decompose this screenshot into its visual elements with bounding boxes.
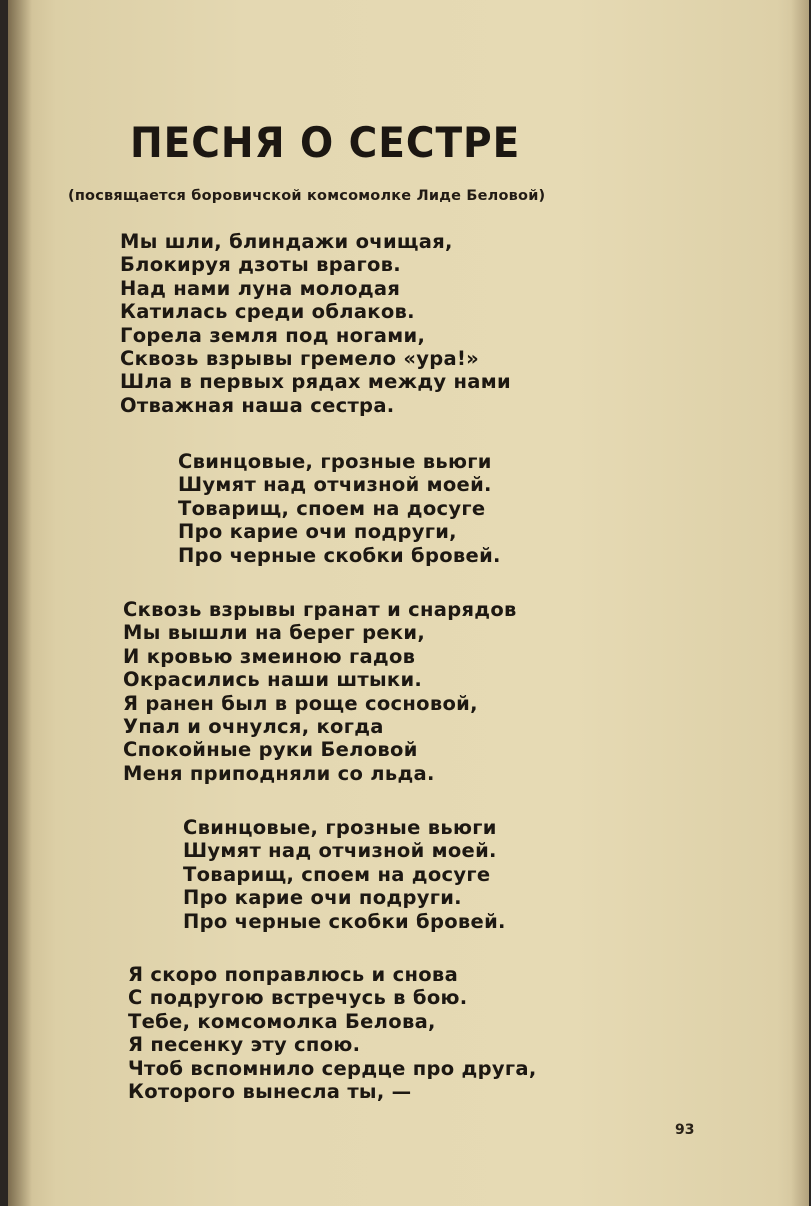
stanza-2 [123, 598, 517, 785]
verse-line: Которого вынесла ты, — [128, 1080, 412, 1104]
verse-line: Тебе, комсомолка Белова, [128, 1009, 436, 1033]
verse-line: Шумят над отчизной моей. [183, 839, 497, 863]
verse-line: Спокойные руки Беловой [123, 738, 418, 762]
verse-line: Товарищ, споем на досуге [178, 496, 486, 520]
book-page [8, 0, 809, 1206]
verse-line: Про черные скобки бровей. [178, 543, 501, 567]
verse-line: Упал и очнулся, когда [123, 715, 384, 739]
verse-line: Отважная наша сестра. [120, 393, 395, 417]
poem-dedication: (посвящается боровичской комсомолке Лиде Беловой) [68, 188, 546, 204]
verse-line: Я скоро поправлюсь и снова [128, 963, 459, 986]
verse-line: Про черные скобки бровей. [183, 909, 506, 933]
verse-line: Над нами луна молодая [120, 276, 401, 300]
verse-line: Горела земля под ногами, [120, 323, 426, 347]
verse-line: Я ранен был в роще сосновой, [123, 691, 478, 715]
verse-line: Чтоб вспомнило сердце про друга, [128, 1056, 537, 1080]
poem-title: ПЕСНЯ О СЕСТРЕ [130, 118, 521, 167]
verse-line: Я песенку эту спою. [128, 1033, 361, 1057]
verse-line: Шла в первых рядах между нами [120, 370, 511, 394]
verse-line: Блокируя дзоты врагов. [120, 253, 402, 277]
verse-line: Мы шли, блиндажи очищая, [120, 230, 453, 253]
refrain-1 [178, 450, 501, 567]
verse-line: Меня приподняли со льда. [123, 761, 435, 785]
verse-line: Про карие очи подруги, [178, 520, 457, 544]
verse-line: Товарищ, споем на досуге [183, 862, 491, 886]
verse-line: Про карие очи подруги. [183, 886, 462, 910]
verse-line: С подругою встречусь в бою. [128, 986, 468, 1010]
verse-line: Катилась среди облаков. [120, 300, 415, 324]
verse-line: Мы вышли на берег реки, [123, 621, 426, 645]
verse-line: Сквозь взрывы гранат и снарядов [123, 598, 517, 621]
verse-line: Свинцовые, грозные вьюги [183, 816, 497, 839]
stanza-3 [128, 963, 537, 1103]
page-number: 93 [675, 1122, 695, 1138]
stanza-1 [120, 230, 511, 417]
verse-line: Шумят над отчизной моей. [178, 473, 492, 497]
verse-line: И кровью змеиною гадов [123, 644, 416, 668]
verse-line: Сквозь взрывы гремело «ура!» [120, 347, 480, 371]
refrain-2 [183, 816, 506, 933]
verse-line: Окрасились наши штыки. [123, 668, 423, 692]
verse-line: Свинцовые, грозные вьюги [178, 450, 492, 473]
